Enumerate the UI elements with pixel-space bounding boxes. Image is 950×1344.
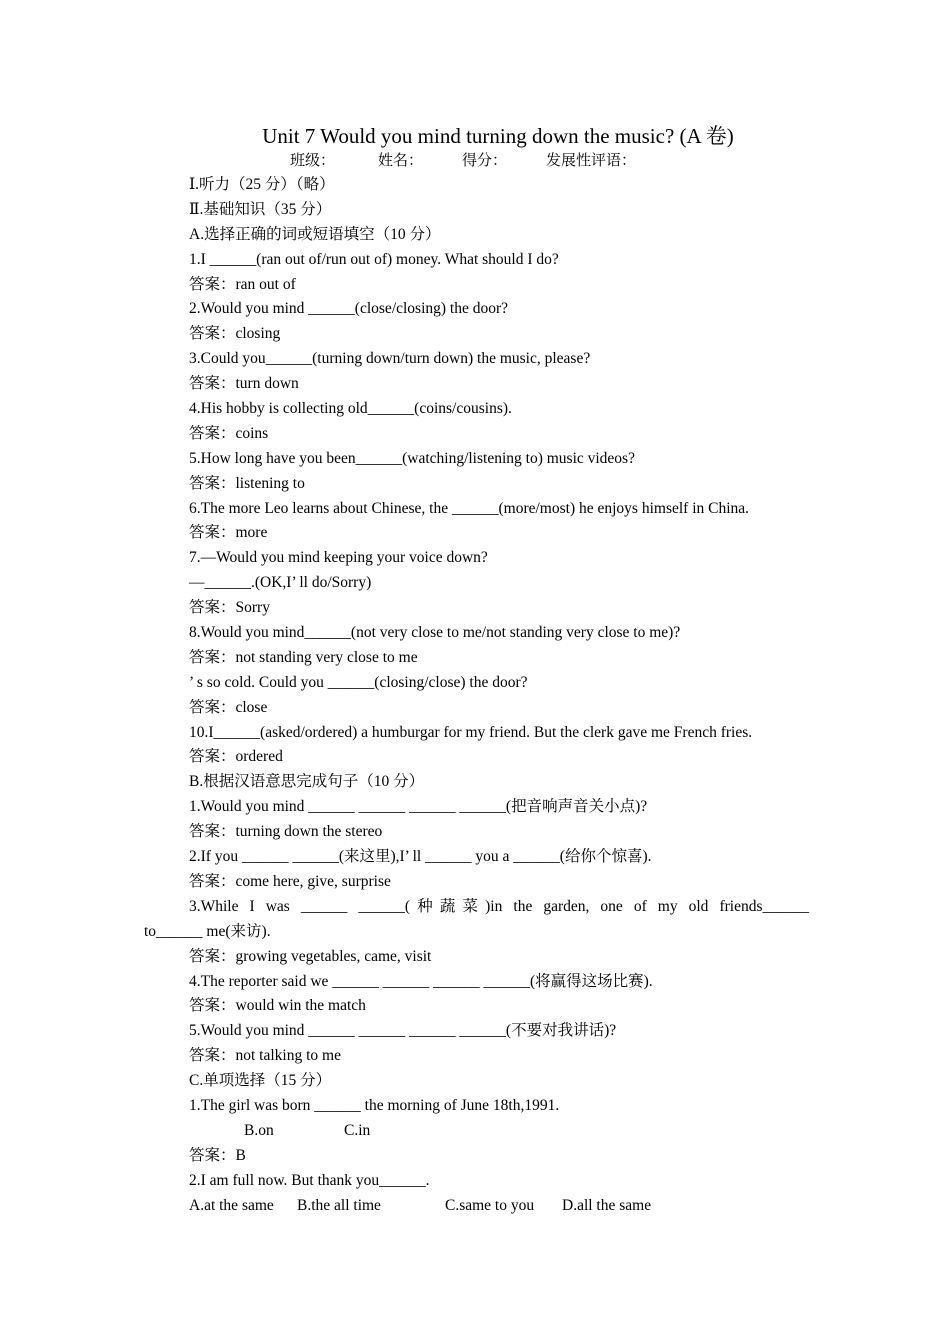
answer-line: 答案：ordered (189, 748, 283, 766)
exercise-body (144, 173, 809, 1218)
answer-line: 答案：listening to (189, 474, 305, 492)
question-line: ’ s so cold. Could you ______(closing/close) the door? (189, 673, 528, 691)
question-line-continued: to______ me(来访). (144, 922, 271, 940)
option-a: A.at the same (189, 1196, 274, 1214)
answer-line: 答案：come here, give, surprise (189, 872, 391, 890)
answer-line: 答案：turning down the stereo (189, 823, 383, 841)
question-line: 1.I ______(ran out of/run out of) money. What should I do? (189, 250, 559, 268)
answer-line: 答案：not talking to me (189, 1047, 341, 1065)
score-field-label: 得分： (462, 153, 508, 169)
question-line: 1.The girl was born ______ the morning of June 18th,1991. (189, 1096, 560, 1114)
answer-line: 答案：closing (189, 325, 281, 343)
answer-line: 答案：turn down (189, 375, 299, 393)
question-line: —______.(OK,I’ ll do/Sorry) (189, 574, 372, 592)
option-c: C.in (344, 1121, 371, 1139)
answer-line: 答案：Sorry (189, 599, 270, 617)
option-b: B.on (244, 1121, 274, 1139)
question-line: 8.Would you mind______(not very close to me/not standing very close to me)? (189, 624, 681, 642)
part-c-heading: C.单项选择（15 分） (189, 1072, 332, 1090)
name-field-label: 姓名： (378, 153, 424, 169)
answer-line: 答案：coins (189, 424, 269, 442)
class-field-label: 班级： (290, 153, 336, 169)
question-line: 3.While I was ______ ______(种蔬菜)in the garden, one of my old friends______ (189, 897, 809, 915)
question-line: 2.Would you mind ______(close/closing) the door? (189, 300, 509, 318)
section-listening: Ⅰ.听力（25 分）（略） (189, 176, 335, 193)
question-line: 4.His hobby is collecting old______(coins/cousins). (189, 400, 512, 418)
question-line: 10.I______(asked/ordered) a humburgar for my friend. But the clerk gave me French fries. (189, 723, 753, 741)
part-b-heading: B.根据汉语意思完成句子（10 分） (189, 773, 425, 791)
question-line: 1.Would you mind ______ ______ ______ ______(把音响声音关小点)? (189, 798, 648, 816)
question-line: 5.How long have you been______(watching/listening to) music videos? (189, 449, 635, 467)
question-line: 4.The reporter said we ______ ______ ______ ______(将赢得这场比赛). (189, 972, 653, 990)
option-d: D.all the same (562, 1196, 652, 1214)
question-line: 7.—Would you mind keeping your voice down? (189, 549, 488, 567)
comment-field-label: 发展性评语： (546, 153, 637, 169)
part-a-heading: A.选择正确的词或短语填空（10 分） (189, 225, 441, 243)
question-line: 3.Could you______(turning down/turn down) the music, please? (189, 350, 591, 368)
option-row (189, 1194, 809, 1219)
question-line: 2.I am full now. But thank you______. (189, 1171, 430, 1189)
student-info-fields (290, 150, 636, 172)
question-line: 6.The more Leo learns about Chinese, the ______(more/most) he enjoys himself in China. (189, 499, 750, 517)
answer-line: 答案：more (189, 524, 268, 542)
question-line: 2.If you ______ ______(来这里),I’ ll ______ you a ______(给你个惊喜). (189, 848, 652, 866)
answer-line: 答案：growing vegetables, came, visit (189, 947, 432, 965)
answer-line: 答案：B (189, 1146, 246, 1164)
answer-line: 答案：ran out of (189, 275, 296, 293)
section-basics: Ⅱ.基础知识（35 分） (189, 200, 332, 218)
page-title: Unit 7 Would you mind turning down the music? (A 卷) (262, 124, 734, 148)
answer-line: 答案：would win the match (189, 997, 366, 1015)
option-b: B.the all time (297, 1196, 381, 1214)
answer-line: 答案：not standing very close to me (189, 648, 418, 666)
option-row (189, 1119, 809, 1144)
question-line: 5.Would you mind ______ ______ ______ ______(不要对我讲话)? (189, 1022, 617, 1040)
option-c: C.same to you (445, 1196, 535, 1214)
answer-line: 答案：close (189, 698, 268, 716)
